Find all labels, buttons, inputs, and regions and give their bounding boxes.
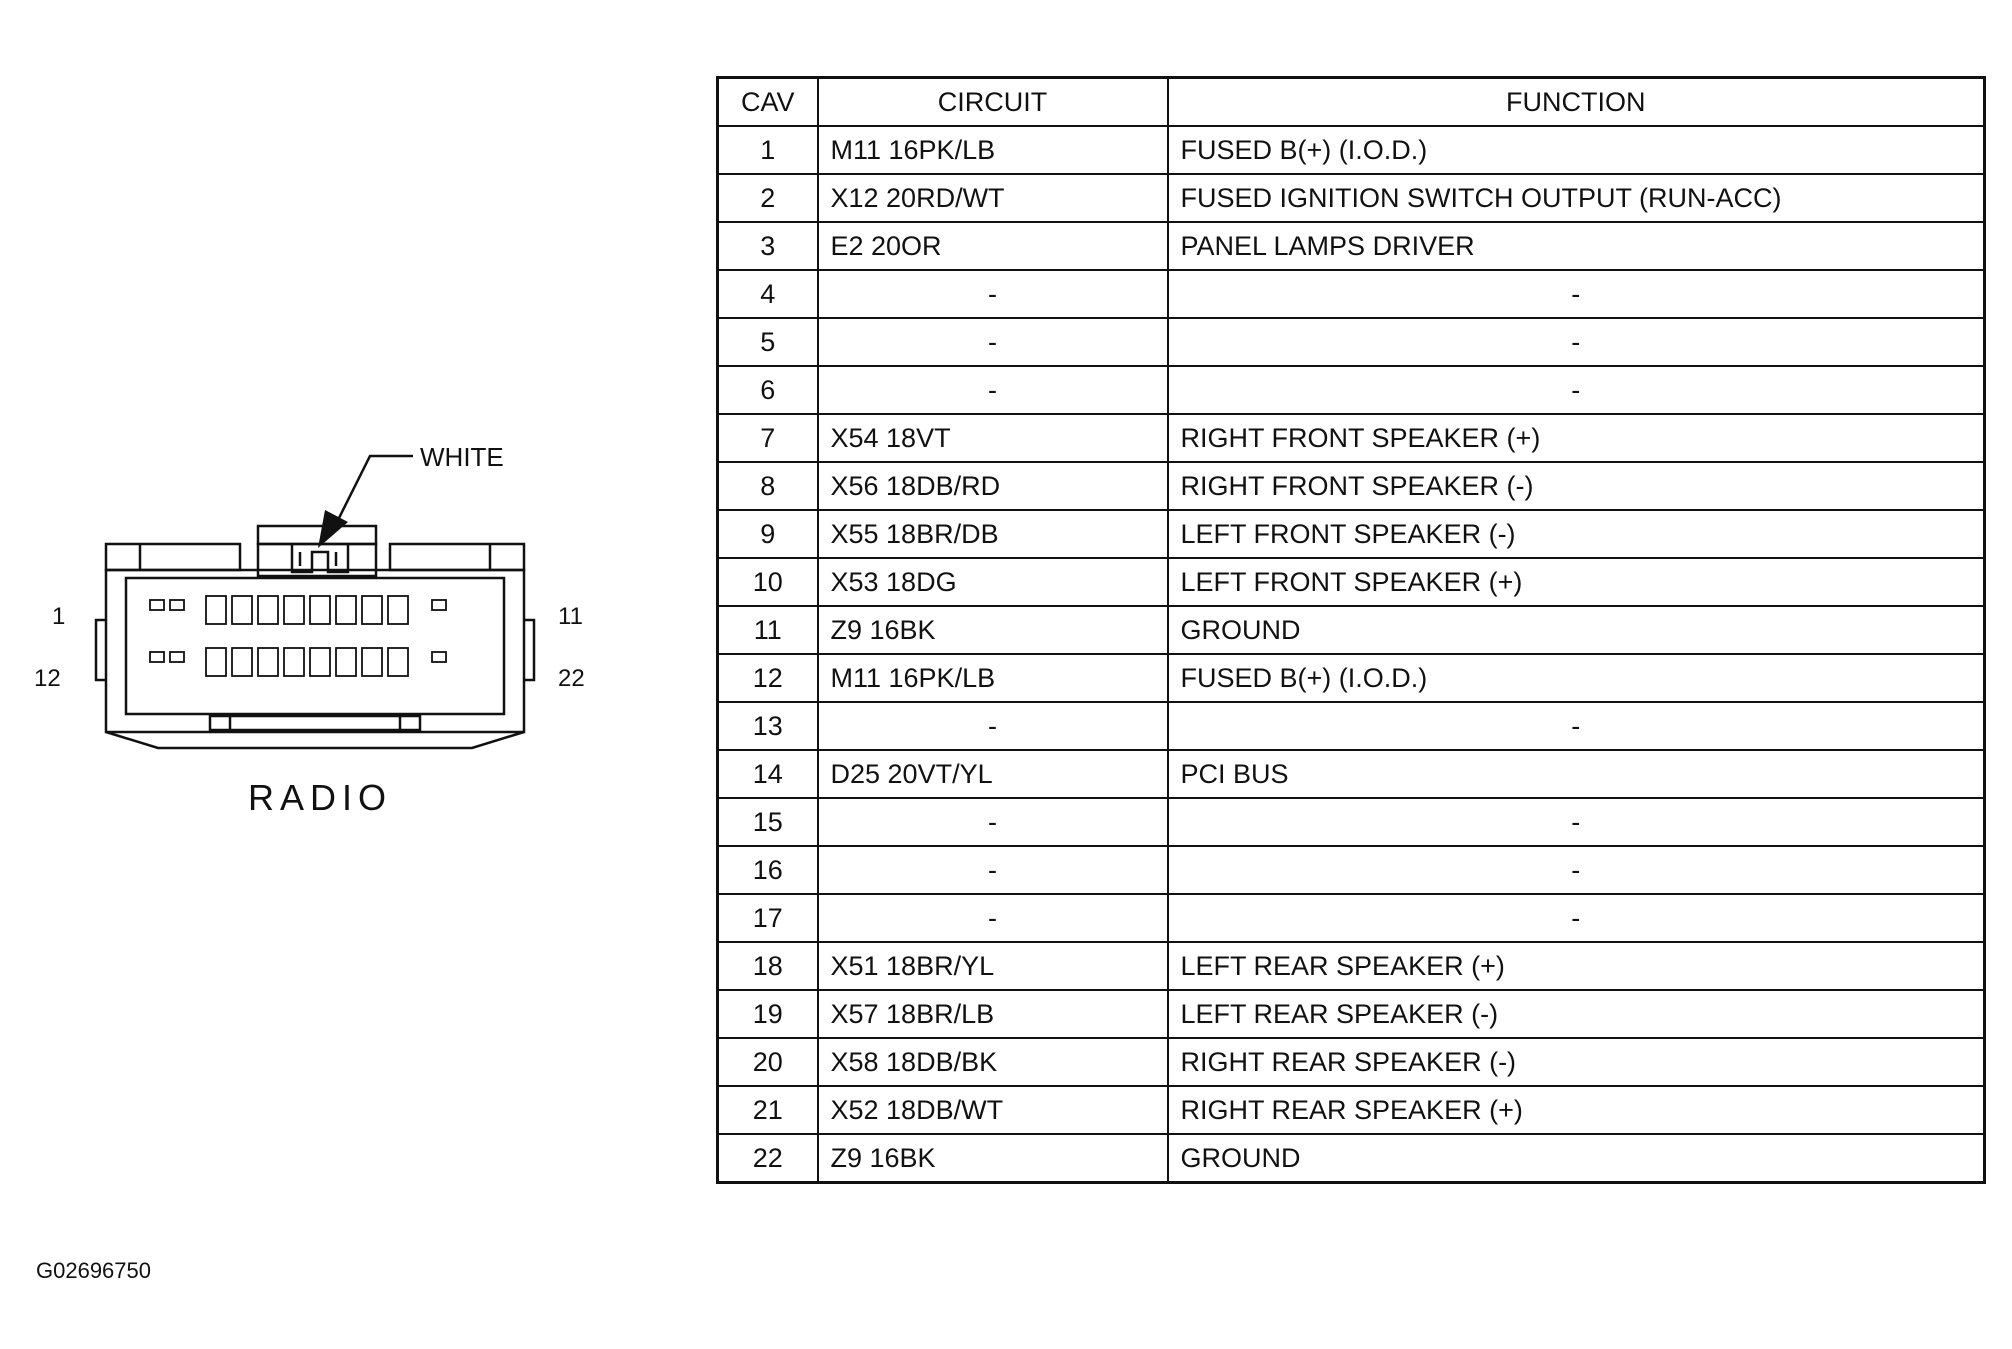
figure-id: G02696750 (36, 1258, 151, 1283)
function-cell: FUSED B(+) (I.O.D.) (1168, 126, 1985, 174)
function-cell: PCI BUS (1168, 750, 1985, 798)
cav-cell: 5 (718, 318, 818, 366)
connector-color-label: WHITE (420, 442, 504, 472)
table-row (718, 750, 1985, 798)
table-row (718, 654, 1985, 702)
circuit-cell: E2 20OR (818, 222, 1168, 270)
table-row (718, 126, 1985, 174)
circuit-cell: Z9 16BK (818, 1134, 1168, 1183)
function-cell: FUSED B(+) (I.O.D.) (1168, 654, 1985, 702)
connector-housing (96, 526, 534, 748)
circuit-cell: X58 18DB/BK (818, 1038, 1168, 1086)
function-cell: - (1168, 318, 1985, 366)
function-cell: - (1168, 702, 1985, 750)
function-cell: FUSED IGNITION SWITCH OUTPUT (RUN-ACC) (1168, 174, 1985, 222)
circuit-cell: D25 20VT/YL (818, 750, 1168, 798)
circuit-cell: - (818, 270, 1168, 318)
circuit-cell: - (818, 318, 1168, 366)
cav-cell: 9 (718, 510, 818, 558)
function-cell: - (1168, 894, 1985, 942)
table-row (718, 1086, 1985, 1134)
connector-name: RADIO (247, 777, 393, 818)
terminal-cavity (432, 600, 446, 610)
pin-label-bottom-right: 22 (558, 665, 585, 692)
header-function: FUNCTION (1168, 78, 1985, 127)
cav-cell: 18 (718, 942, 818, 990)
terminal-cavity (150, 652, 164, 662)
table-row (718, 1134, 1985, 1183)
table-row (718, 510, 1985, 558)
circuit-cell: X57 18BR/LB (818, 990, 1168, 1038)
table-row (718, 990, 1985, 1038)
circuit-cell: - (818, 846, 1168, 894)
cav-cell: 1 (718, 126, 818, 174)
circuit-cell: X56 18DB/RD (818, 462, 1168, 510)
cav-cell: 13 (718, 702, 818, 750)
function-cell: GROUND (1168, 1134, 1985, 1183)
table-row (718, 558, 1985, 606)
table-row (718, 894, 1985, 942)
function-cell: RIGHT FRONT SPEAKER (+) (1168, 414, 1985, 462)
terminal-cavity (258, 648, 278, 676)
table-row (718, 798, 1985, 846)
cav-cell: 21 (718, 1086, 818, 1134)
terminal-cavity (170, 652, 184, 662)
cav-cell: 12 (718, 654, 818, 702)
terminal-cavity (258, 596, 278, 624)
circuit-cell: X55 18BR/DB (818, 510, 1168, 558)
table-row (718, 702, 1985, 750)
function-cell: LEFT FRONT SPEAKER (+) (1168, 558, 1985, 606)
terminal-cavity (284, 648, 304, 676)
connector-pinout-table (716, 76, 1986, 1184)
terminal-cavity (336, 596, 356, 624)
terminal-cavity (310, 648, 330, 676)
table-row (718, 942, 1985, 990)
function-cell: LEFT REAR SPEAKER (-) (1168, 990, 1985, 1038)
pin-label-top-left: 1 (52, 603, 66, 630)
table-row (718, 414, 1985, 462)
terminal-cavity (232, 648, 252, 676)
table-row (718, 222, 1985, 270)
function-cell: - (1168, 366, 1985, 414)
cav-cell: 10 (718, 558, 818, 606)
header-circuit: CIRCUIT (818, 78, 1168, 127)
circuit-cell: M11 16PK/LB (818, 654, 1168, 702)
table-row (718, 270, 1985, 318)
cav-cell: 22 (718, 1134, 818, 1183)
table-row (718, 1038, 1985, 1086)
terminal-cavity (388, 648, 408, 676)
function-cell: PANEL LAMPS DRIVER (1168, 222, 1985, 270)
terminal-row-top (150, 596, 446, 624)
pin-label-top-right: 11 (558, 603, 583, 630)
terminal-cavity (362, 648, 382, 676)
radio-connector-diagram (30, 430, 620, 830)
cav-cell: 3 (718, 222, 818, 270)
terminal-cavity (206, 648, 226, 676)
cav-cell: 16 (718, 846, 818, 894)
circuit-cell: M11 16PK/LB (818, 126, 1168, 174)
terminal-cavity (150, 600, 164, 610)
function-cell: RIGHT REAR SPEAKER (+) (1168, 1086, 1985, 1134)
callout-leader-line (335, 456, 413, 526)
cav-cell: 7 (718, 414, 818, 462)
function-cell: LEFT REAR SPEAKER (+) (1168, 942, 1985, 990)
circuit-cell: X54 18VT (818, 414, 1168, 462)
callout-arrowhead (318, 510, 348, 548)
cav-cell: 17 (718, 894, 818, 942)
table-row (718, 366, 1985, 414)
cav-cell: 4 (718, 270, 818, 318)
terminal-cavity (388, 596, 408, 624)
cav-cell: 8 (718, 462, 818, 510)
table-row (718, 606, 1985, 654)
cav-cell: 14 (718, 750, 818, 798)
circuit-cell: X12 20RD/WT (818, 174, 1168, 222)
circuit-cell: X53 18DG (818, 558, 1168, 606)
circuit-cell: Z9 16BK (818, 606, 1168, 654)
circuit-cell: X51 18BR/YL (818, 942, 1168, 990)
terminal-row-bottom (150, 648, 446, 676)
table-row (718, 174, 1985, 222)
terminal-cavity (310, 596, 330, 624)
circuit-cell: - (818, 702, 1168, 750)
terminal-cavity (232, 596, 252, 624)
table-row (718, 462, 1985, 510)
header-cav: CAV (718, 78, 818, 127)
circuit-cell: - (818, 366, 1168, 414)
terminal-cavity (284, 596, 304, 624)
terminal-cavity (170, 600, 184, 610)
function-cell: LEFT FRONT SPEAKER (-) (1168, 510, 1985, 558)
terminal-cavity (362, 596, 382, 624)
circuit-cell: - (818, 798, 1168, 846)
cav-cell: 20 (718, 1038, 818, 1086)
table-header-row (718, 78, 1985, 127)
circuit-cell: - (818, 894, 1168, 942)
function-cell: RIGHT FRONT SPEAKER (-) (1168, 462, 1985, 510)
terminal-cavity (206, 596, 226, 624)
terminal-cavity (432, 652, 446, 662)
table-row (718, 318, 1985, 366)
table-body (718, 126, 1985, 1183)
function-cell: RIGHT REAR SPEAKER (-) (1168, 1038, 1985, 1086)
cav-cell: 15 (718, 798, 818, 846)
cav-cell: 11 (718, 606, 818, 654)
function-cell: - (1168, 846, 1985, 894)
circuit-cell: X52 18DB/WT (818, 1086, 1168, 1134)
function-cell: - (1168, 798, 1985, 846)
table-row (718, 846, 1985, 894)
pin-label-bottom-left: 12 (34, 665, 61, 692)
cav-cell: 19 (718, 990, 818, 1038)
function-cell: - (1168, 270, 1985, 318)
cav-cell: 2 (718, 174, 818, 222)
cav-cell: 6 (718, 366, 818, 414)
function-cell: GROUND (1168, 606, 1985, 654)
terminal-cavity (336, 648, 356, 676)
